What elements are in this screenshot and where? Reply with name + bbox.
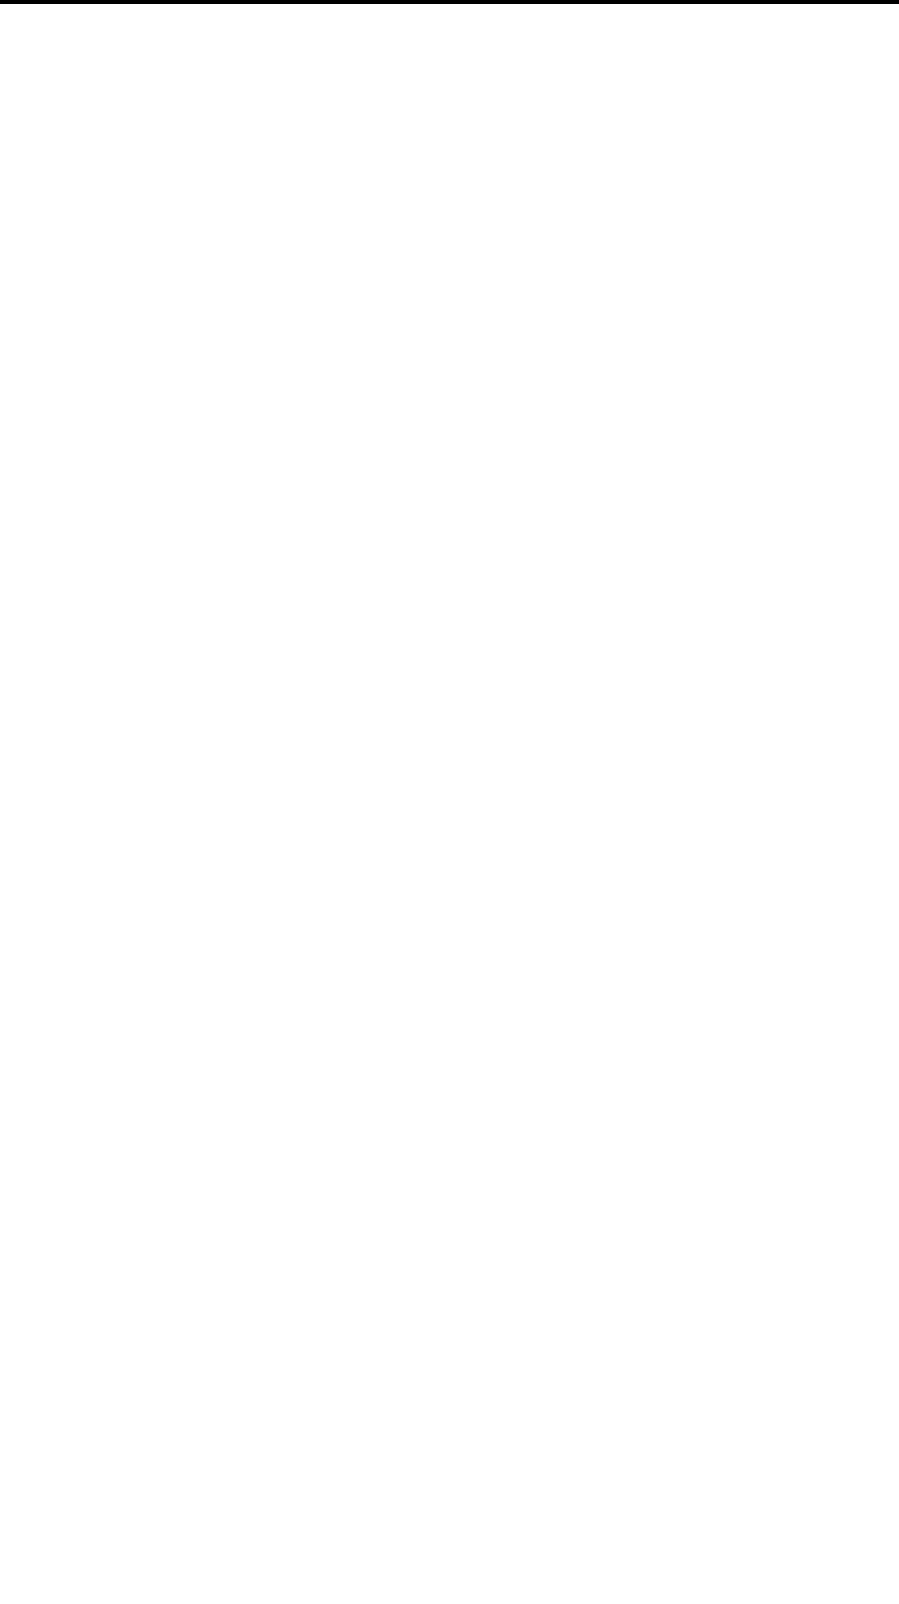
gas-detector-spec-table [0,0,899,4]
